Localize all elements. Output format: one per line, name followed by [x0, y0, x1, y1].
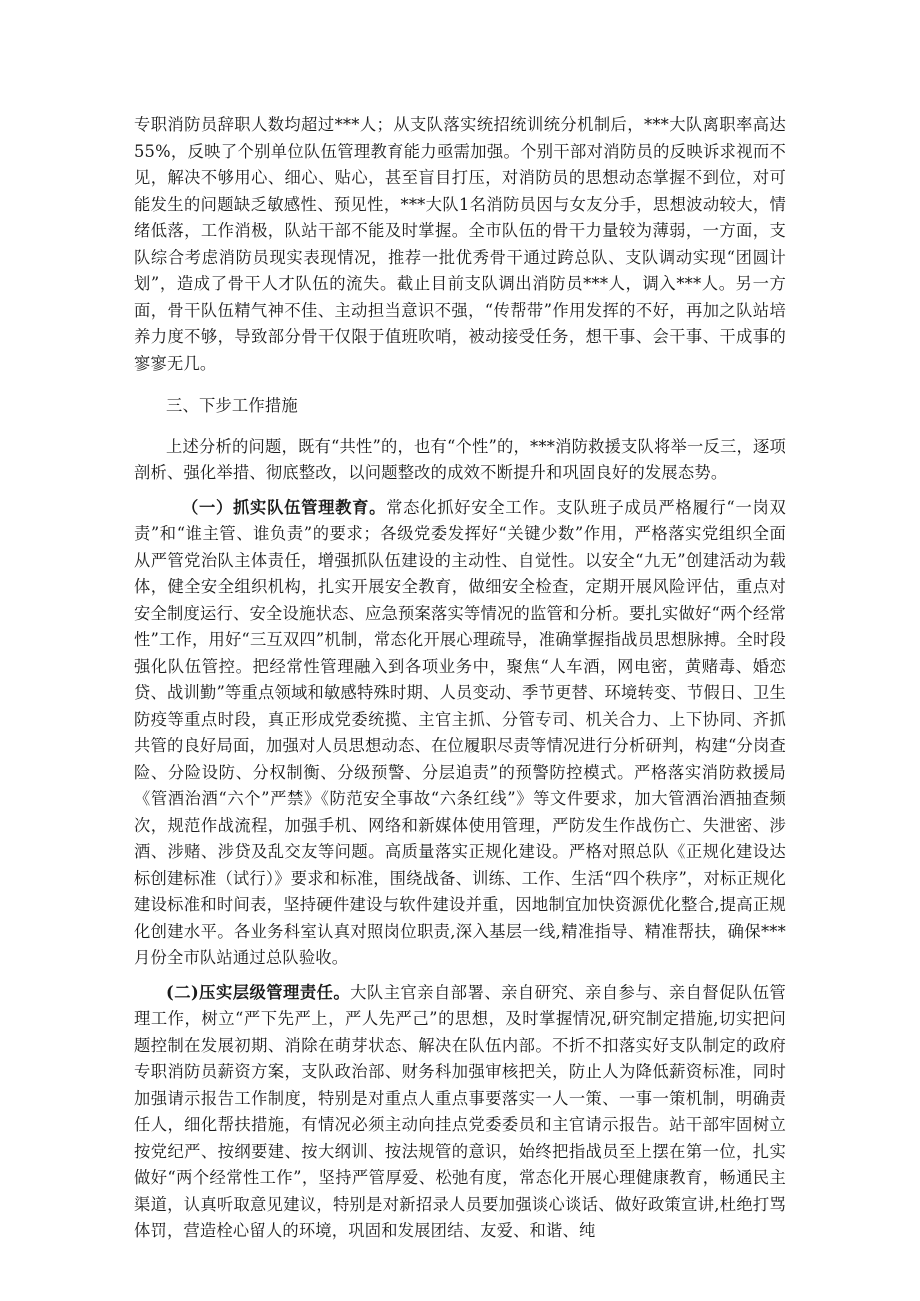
subsection-title-1: （一）抓实队伍管理教育。 [182, 497, 387, 517]
paragraph-continuation: 专职消防员辞职人数均超过***人；从支队落实统招统训统分机制后，***大队离职率高达55%，反映了个别单位队伍管理教育能力亟需加强。个别干部对消防员的反映诉求视而不见，解决不够用心、细心、贴心，甚至盲目打压，对消防员的思想动态掌握不到位，对可能发生的问题缺乏敏感性、预见性，***大队1名消防员因与女友分手，思想波动较大，情绪低落，工作消极，队站干部不能及时掌握。全市队伍的骨干力量较为薄弱，一方面，支队综合考虑消防员现实表现情况，推荐一批优秀骨干通过跨总队、支队调动实现“团圆计划”，造成了骨干人才队伍的流失。截止目前支队调出消防员***人，调入***人。另一方面，骨干队伍精气神不佳、主动担当意识不强，“传帮带”作用发挥的不好，再加之队站培养力度不够，导致部分骨干仅限于值班吹哨，被动接受任务，想干事、会干事、干成事的寥寥无几。 [134, 115, 786, 373]
paragraph-section-1 [134, 495, 786, 972]
subsection-body-2: 大队主官亲自部署、亲自研究、亲自参与、亲自督促队伍管理工作，树立“严下先严上，严人先严己”的思想，及时掌握情况,研究制定措施,切实把问题控制在发展初期、消除在萌芽状态、解决在队伍内部。不折不扣落实好支队制定的政府专职消防员薪资方案，支队政治部、财务科加强审核把关，防止人为降低薪资标准，同时加强请示报告工作制度，特别是对重点人重点事要落实一人一策、一事一策机制，明确责任人，细化帮扶措施，有情况必须主动向挂点党委委员和主官请示报告。站干部牢固树立按党纪严、按纲要建、按大纲训、按法规管的意识，始终把指战员至上摆在第一位，扎实做好“两个经常性工作”，坚持严管厚爱、松弛有度，常态化开展心理健康教育，畅通民主渠道，认真听取意见建议，特别是对新招录人员要加强谈心谈话、做好政策宣讲,杜绝打骂体罚，营造栓心留人的环境，巩固和发展团结、友爱、和谐、纯 [134, 982, 787, 1240]
subsection-body-1: 常态化抓好安全工作。支队班子成员严格履行“一岗双责”和“谁主管、谁负责”的要求；各级党委发挥好“关键少数”作用，严格落实党组织全面从严管党治队主体责任，增强抓队伍建设的主动性、自觉性。以安全“九无”创建活动为载体，健全安全组织机构，扎实开展安全教育，做细安全检查，定期开展风险评估，重点对安全制度运行、安全设施状态、应急预案落实等情况的监管和分析。要扎实做好“两个经常性”工作，用好“三互双四”机制，常态化开展心理疏导，准确掌握指战员思想脉搏。全时段强化队伍管控。把经常性管理融入到各项业务中，聚焦“人车酒，网电密，黄赌毒、婚恋贷、战训勤”等重点领域和敏感特殊时期、人员变动、季节更替、环境转变、节假日、卫生防疫等重点时段，真正形成党委统揽、主官主抓、分管专司、机关合力、上下协同、齐抓共管的良好局面，加强对人员思想动态、在位履职尽责等情况进行分析研判，构建“分岗查险、分险设防、分权制衡、分级预警、分层追责”的预警防控模式。严格落实消防救援局《管酒治酒“六个”严禁》《防范安全事故“六条红线”》等文件要求，加大管酒治酒抽查频次，规范作战流程，加强手机、网络和新媒体使用管理，严防发生作战伤亡、失泄密、涉酒、涉赌、涉贷及乱交友等问题。高质量落实正规化建设。严格对照总队《正规化建设达标创建标准（试行）》要求和标准，围绕战备、训练、工作、生活“四个秩序”，对标正规化建设标准和时间表，坚持硬件建设与软件建设并重，因地制宜加快资源优化整合,提高正规化创建水平。各业务科室认真对照岗位职责,深入基层一线,精准指导、精准帮扶，确保***月份全市队站通过总队验收。 [134, 497, 786, 967]
paragraph-intro: 上述分析的问题，既有“共性”的，也有“个性”的，***消防救援支队将举一反三，逐项剖析、强化举措、彻底整改，以问题整改的成效不断提升和巩固良好的发展态势。 [134, 436, 786, 482]
document-body [134, 112, 786, 1245]
paragraph-section-2 [134, 980, 786, 1245]
subsection-title-2: (二)压实层级管理责任。 [166, 982, 351, 1002]
section-heading-next-steps: 三、下步工作措施 [166, 396, 298, 415]
